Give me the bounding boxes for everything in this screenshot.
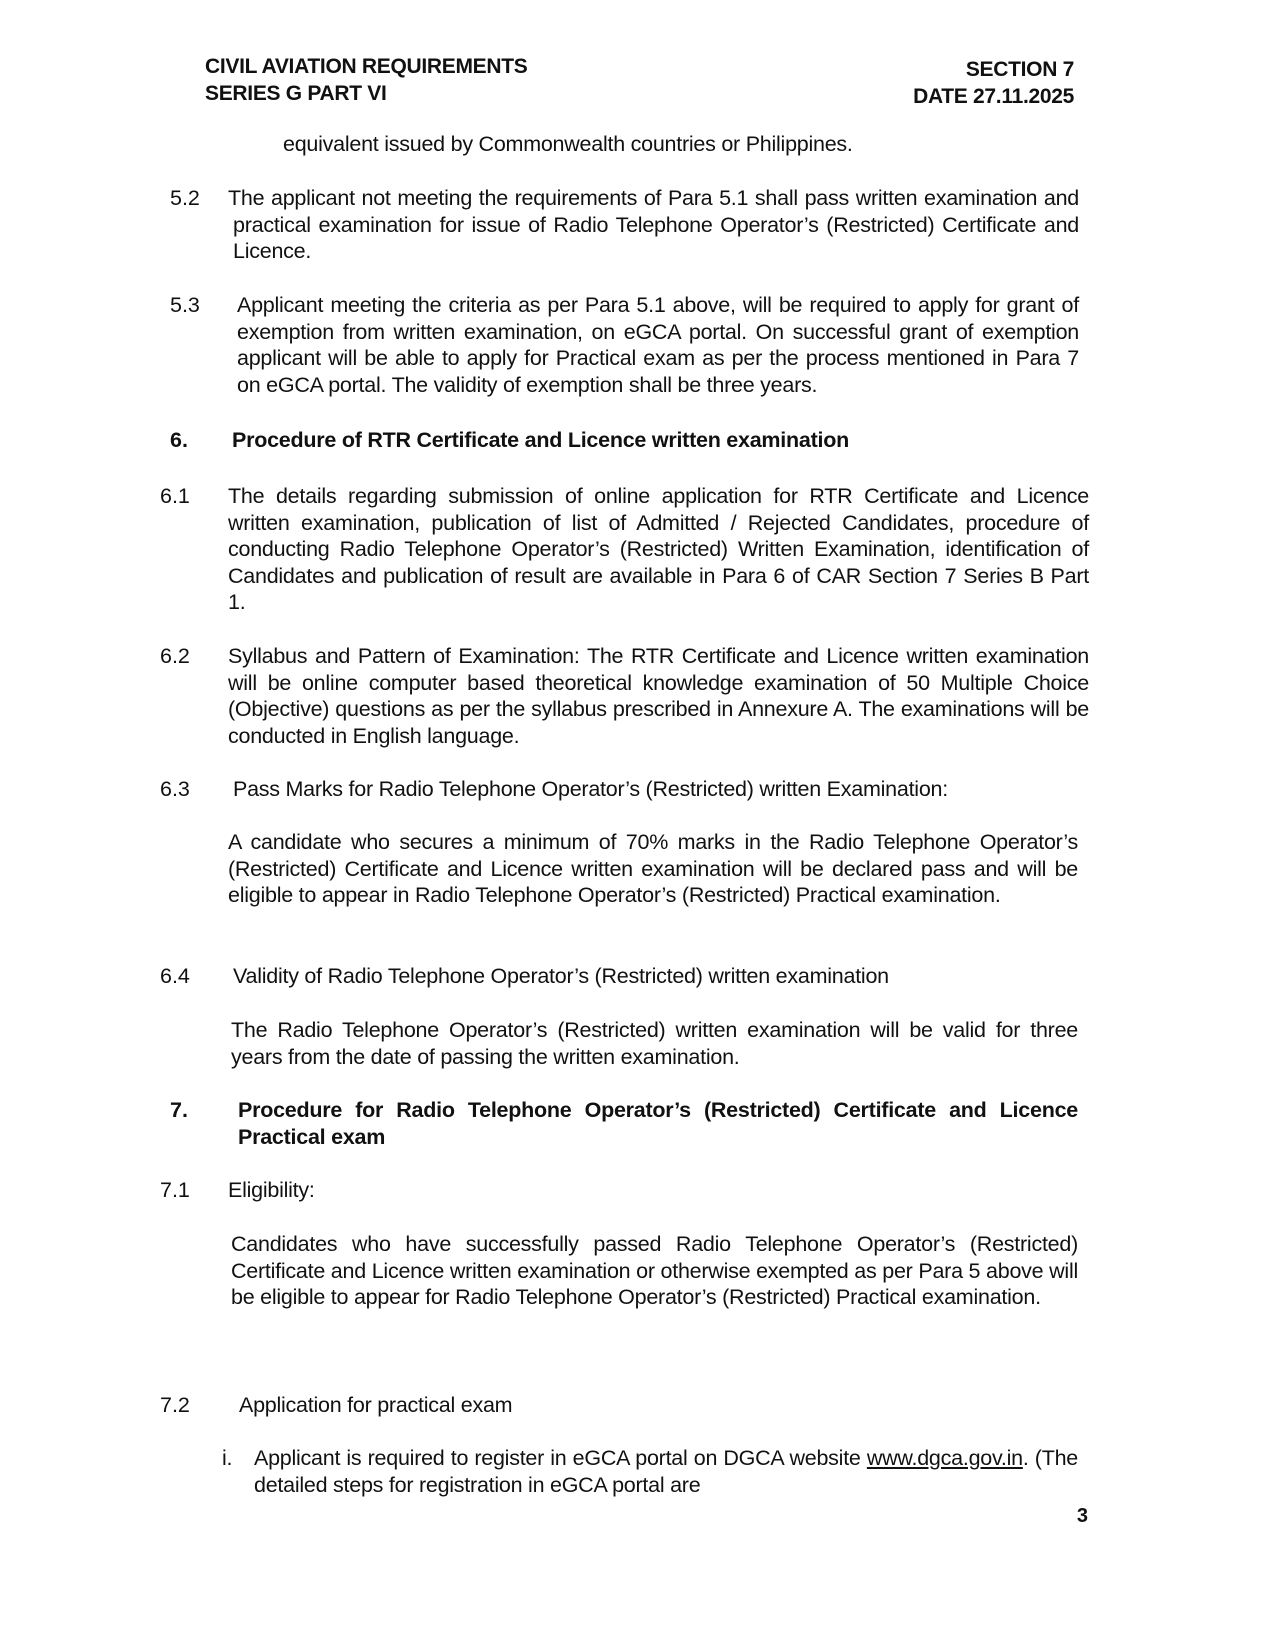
para-7-2-number: 7.2 [160,1393,190,1417]
para-6-3-text: A candidate who secures a minimum of 70% marks in the Radio Telephone Operator’s (Restricted) Certificate and Licence written examination will be declared pass and will be eligible to appear in Radio Telephone Operator’s (Restricted) Practical examination. [228,830,1078,908]
page-number: 3 [1076,1505,1088,1527]
header-series: SERIES G PART VI [205,82,387,105]
page-header-right [913,56,1074,110]
para-5-3-number: 5.3 [170,293,200,317]
para-7-2-heading: Application for practical exam [239,1393,513,1417]
para-5-2-text: The applicant not meeting the requirements of Para 5.1 shall pass written examination and practical examination for issue of Radio Telephone Operator’s (Restricted) Certificate and Licence. [228,186,1079,264]
dgca-website-link[interactable]: www.dgca.gov.in [866,1446,1023,1470]
para-6-4-text: The Radio Telephone Operator’s (Restricted) written examination will be valid for three years from the date of passing the written examination. [231,1018,1078,1069]
para-6-2-text: Syllabus and Pattern of Examination: The RTR Certificate and Licence written examination will be online computer based theoretical knowledge examination of 50 Multiple Choice (Objective) questions as per the syllabus prescribed in Annexure A. The examinations will be conducted in English language. [228,644,1089,748]
para-6-1-text: The details regarding submission of online application for RTR Certificate and Licence written examination, publication of list of Admitted / Rejected Candidates, procedure of conducting Radio Telephone Operator’s (Restricted) Written Examination, identification of Candidates and publication of result are available in Para 6 of CAR Section 7 Series B Part 1. [228,484,1089,615]
section-6-title: Procedure of RTR Certificate and Licence written examination [232,428,850,452]
para-6-3-heading: Pass Marks for Radio Telephone Operator’s (Restricted) written Examination: [233,777,948,801]
para-6-3-number: 6.3 [160,777,190,801]
para-5-3-text: Applicant meeting the criteria as per Para 5.1 above, will be required to apply for grant of exemption from written examination, on eGCA portal. On successful grant of exemption applicant will be able to apply for Practical exam as per the process mentioned in Para 7 on eGCA portal. The validity of exemption shall be three years. [237,293,1079,397]
para-6-4-heading: Validity of Radio Telephone Operator’s (Restricted) written examination [233,964,889,988]
page-header-left [205,53,527,107]
section-7-title: Procedure for Radio Telephone Operator’s (Restricted) Certificate and Licence Practical exam [238,1098,1078,1149]
section-7-number: 7. [170,1098,188,1122]
para-6-2-number: 6.2 [160,644,190,668]
para-7-1-heading: Eligibility: [228,1178,315,1202]
header-section: SECTION 7 [965,58,1074,81]
list-marker-i: i. [222,1446,233,1470]
para-6-4-number: 6.4 [160,964,190,988]
header-date: DATE 27.11.2025 [913,85,1074,108]
para-7-1-number: 7.1 [160,1178,190,1202]
header-title: CIVIL AVIATION REQUIREMENTS [205,55,528,78]
list-item-i-text-before: Applicant is required to register in eGCA portal on DGCA website [254,1446,861,1470]
list-item-i [254,1445,1078,1498]
para-6-1-number: 6.1 [160,484,190,508]
section-6-number: 6. [170,428,188,452]
para-5-2-number: 5.2 [170,186,200,210]
list-item-i-text-after: . (The detailed steps for registration in eGCA portal are [254,1446,1078,1497]
continuation-text: equivalent issued by Commonwealth countries or Philippines. [283,132,853,156]
para-7-1-text: Candidates who have successfully passed Radio Telephone Operator’s (Restricted) Certificate and Licence written examination or otherwise exempted as per Para 5 above will be eligible to appear for Radio Telephone Operator’s (Restricted) Practical examination. [231,1232,1078,1310]
